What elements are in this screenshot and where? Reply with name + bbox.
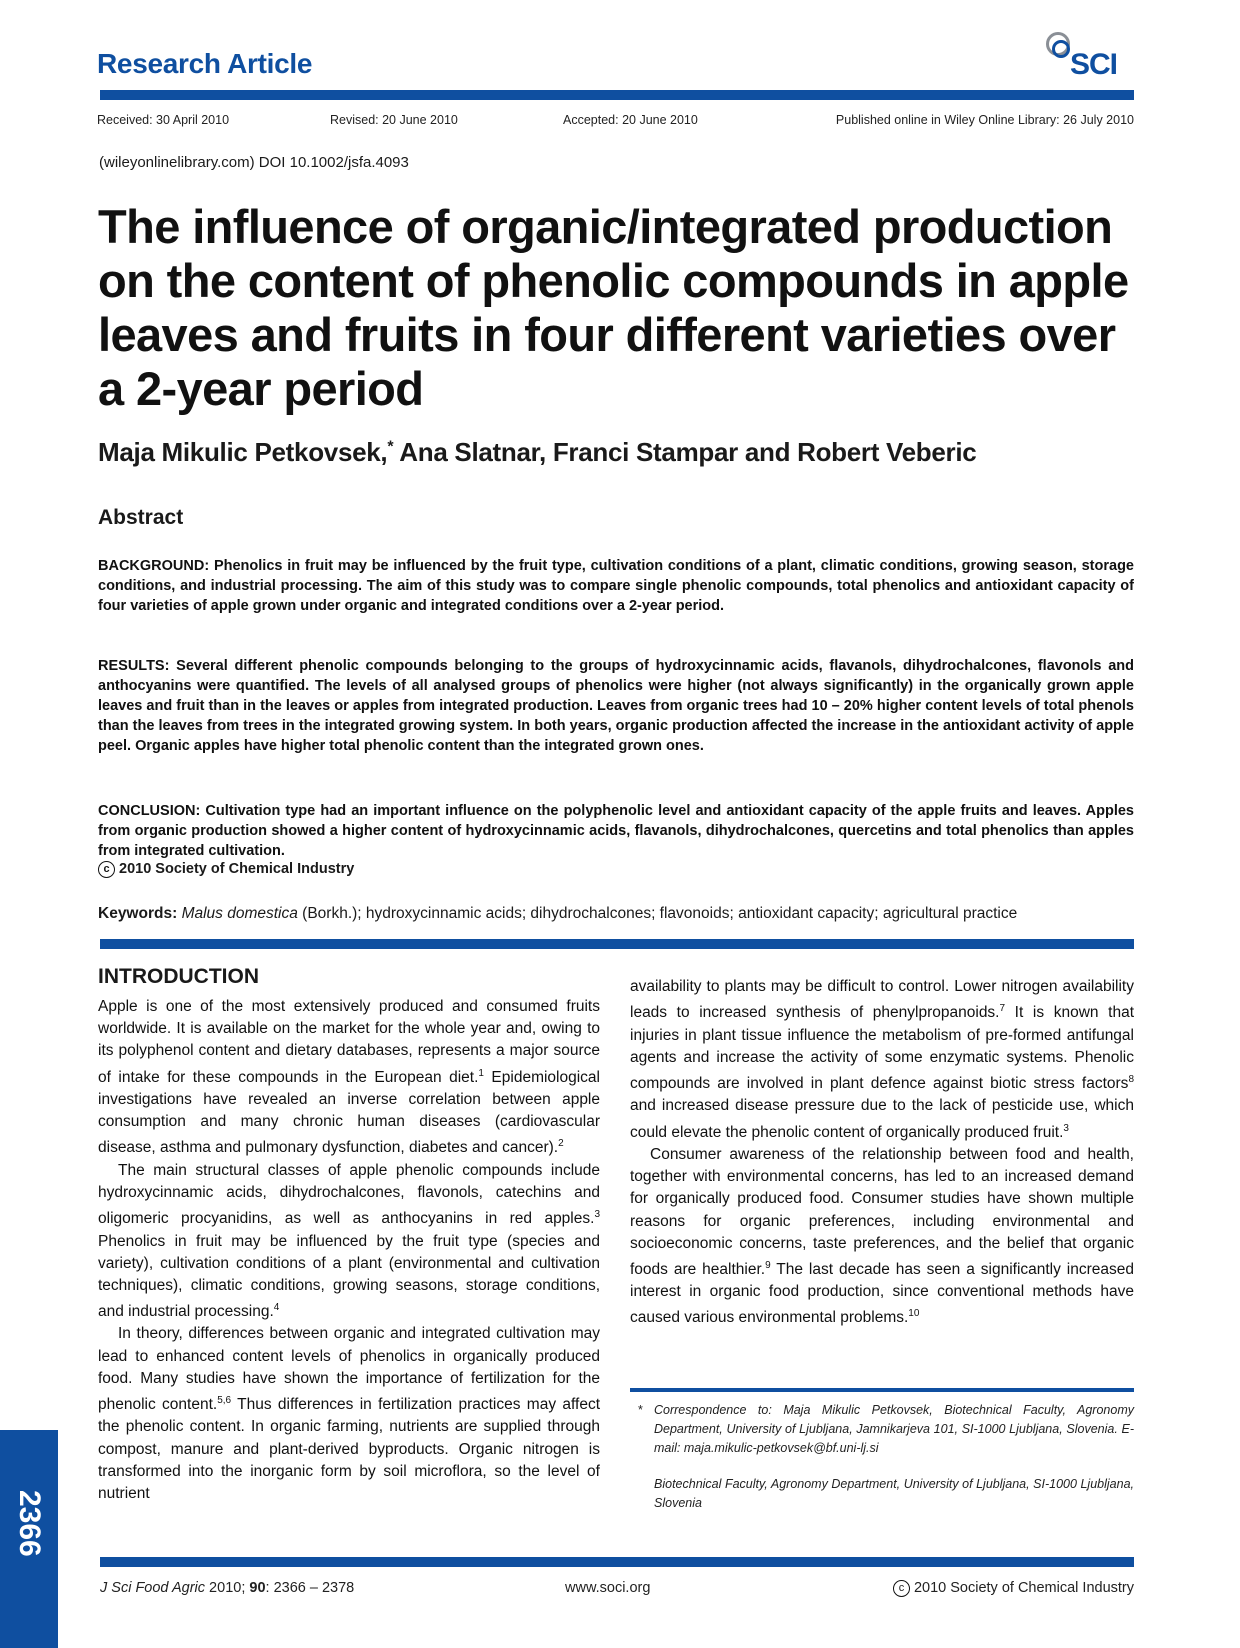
co-authors: Ana Slatnar, Franci Stampar and Robert Veberic	[393, 437, 977, 467]
keyword-species: Malus domestica	[181, 905, 298, 922]
copyright-text: 2010 Society of Chemical Industry	[119, 861, 355, 877]
soci-logo	[1040, 30, 1130, 80]
citation-ref: 7	[999, 1003, 1006, 1015]
citation-ref: 1	[478, 1067, 484, 1079]
page-number-tab	[0, 1430, 58, 1648]
citation-ref: 3	[1063, 1122, 1069, 1134]
received-date: Received: 30 April 2010	[97, 113, 230, 127]
logo-inner-ring-icon	[1052, 40, 1070, 58]
copyright-icon: c	[98, 861, 115, 878]
author-list	[98, 437, 976, 468]
abstract-copyright	[98, 861, 354, 878]
footer-copyright: c 2010 Society of Chemical Industry	[893, 1580, 1134, 1597]
introduction-heading: INTRODUCTION	[98, 965, 259, 988]
accepted-date: Accepted: 20 June 2010	[563, 113, 698, 127]
footer-rule	[100, 1557, 1134, 1567]
journal-citation: J Sci Food Agric 2010; 90: 2366 – 2378	[100, 1580, 355, 1596]
abstract-conclusion: CONCLUSION: Cultivation type had an important influence on the polyphenolic level and antioxidant capacity of the apple fruits and leaves. Apples from organic production showed a higher content of hydroxycinnamic acids, flavanols, dihydrochalcones, quercetins and total phenolics than apples from integrated cultivation.	[98, 803, 1134, 859]
doi-line: (wileyonlinelibrary.com) DOI 10.1002/jsfa.4093	[99, 154, 409, 171]
right-column	[630, 976, 1134, 1330]
header-rule	[100, 90, 1134, 100]
journal-name: J Sci Food Agric	[100, 1580, 206, 1596]
journal-volume: 90	[249, 1580, 266, 1596]
citation-ref: 2	[558, 1138, 564, 1150]
abstract-results: RESULTS: Several different phenolic compounds belonging to the groups of hydroxycinnamic acids, flavanols, dihydrochalcones, flavonols and anthocyanins were quantified. The levels of all analysed groups of phenolics were higher (not always significantly) in the organically grown apple leaves and fruit than in the leaves or apples from integrated production. Leaves from organic trees had 10 – 20% higher content levels of total phenols than the leaves from trees in the integrated growing system. In both years, organic production affected the increase in the antioxidant activity of apple peel. Organic apples have higher total phenolic content than the integrated grown ones.	[98, 658, 1134, 754]
logo-text: SCI	[1070, 48, 1118, 81]
journal-website: www.soci.org	[565, 1580, 651, 1596]
published-date: Published online in Wiley Online Library: 26 July 2010	[835, 113, 1134, 127]
correspondence-note: Correspondence to: Maja Mikulic Petkovsek, Biotechnical Faculty, Agronomy Department, University of Ljubljana, Jamnikarjeva 101, SI-1000 Ljubljana, Slovenia. E-mail: maja.mikulic-petkovsek@bf.uni-lj.si	[654, 1403, 1134, 1455]
intro-paragraph-2: The main structural classes of apple phenolic compounds include hydroxycinnamic acids, dihydrochalcones, flavonols, catechins and oligomeric procyanidins, as well as anthocyanins in red apples.$^3$ Phenolics in fruit may be influenced by the fruit type (species and variety), cultivation conditions of a plant (environmental and cultivation techniques), climatic conditions, growing seasons, storage conditions, and industrial processing.$^4$	[98, 1161, 600, 1321]
intro-paragraph-4: Consumer awareness of the relationship between food and health, together with environmental concerns, has led to an increased demand for organically produced food. Consumer studies have shown multiple reasons for organic preferences, including environmental and socioeconomic concerns, taste preferences, and the belief that organic foods are healthier.$^9$ The last decade has seen a significantly increased interest in organic food production, since conventional methods have caused various environmental problems.$^{10}$	[630, 1145, 1135, 1327]
article-type-label: Research Article	[97, 48, 313, 79]
intro-paragraph-3-continued: availability to plants may be difficult to control. Lower nitrogen availability leads to increased synthesis of phenylpropanoids.$^7$ It is known that injuries in plant tissue influence the metabolism of pre-formed antifungal agents and increase the activity of some enzymatic systems. Phenolic compounds are involved in plant defence against biotic stress factors$^8$ and increased disease pressure due to the lack of pesticide use, which could elevate the phenolic content of organically produced fruit.$^3$	[630, 978, 1134, 1141]
correspondence-marker: *	[387, 438, 394, 456]
affiliation-note: Biotechnical Faculty, Agronomy Department, University of Ljubljana, SI-1000 Ljubljana, Slovenia	[654, 1477, 1134, 1510]
revised-date: Revised: 20 June 2010	[330, 113, 458, 127]
intro-paragraph-1: Apple is one of the most extensively produced and consumed fruits worldwide. It is available on the market for the whole year and, owing to its polyphenol content and dietary databases, represents a major source of intake for these compounds in the European diet.$^1$ Epidemiological investigations have revealed an inverse correlation between apple consumption and many chronic human diseases (cardiovascular disease, asthma and pulmonary dysfunction, diabetes and cancer).$^2$	[98, 998, 600, 1157]
abstract-heading: Abstract	[98, 506, 184, 529]
correspondence-star: *	[638, 1403, 643, 1417]
citation-ref: 10	[908, 1308, 920, 1320]
citation-ref: 3	[594, 1209, 600, 1221]
keywords-label: Keywords:	[98, 905, 178, 922]
citation-ref: 4	[273, 1302, 280, 1314]
page-number: 2366	[13, 1490, 46, 1557]
keywords-line	[98, 905, 1017, 923]
article-title: The influence of organic/integrated production on the content of phenolic compounds in apple leaves and fruits in four different varieties over a 2-year period	[98, 200, 1129, 415]
abstract-background: BACKGROUND: Phenolics in fruit may be influenced by the fruit type, cultivation conditions of a plant, climatic conditions, growing season, storage conditions, and industrial processing. The aim of this study was to compare single phenolic compounds, total phenolics and antioxidant capacity of four varieties of apple grown under organic and integrated conditions over a 2-year period.	[98, 558, 1134, 614]
journal-pages: : 2366 – 2378	[265, 1580, 355, 1596]
correspondence-rule	[630, 1388, 1134, 1392]
abstract-rule	[100, 939, 1134, 949]
intro-paragraph-3: In theory, differences between organic and integrated cultivation may lead to enhanced content levels of phenolics in organically produced food. Many studies have shown the importance of fertilization for the phenolic content.$^{5,6}$ Thus differences in fertilization practices may affect the phenolic content. In organic farming, nutrients are supplied through compost, manure and plant-derived byproducts. Organic nitrogen is transformed into the inorganic form by soil microflora, so the level of nutrient	[98, 1325, 601, 1503]
copyright-icon: c	[893, 1580, 910, 1597]
citation-ref: 5,6	[217, 1395, 232, 1407]
left-column	[98, 996, 600, 1505]
corresponding-author: Maja Mikulic Petkovsek,	[98, 437, 388, 467]
citation-ref: 9	[765, 1259, 771, 1271]
keywords-list: (Borkh.); hydroxycinnamic acids; dihydrochalcones; flavonoids; antioxidant capacity; agricultural practice	[297, 905, 1018, 922]
citation-ref: 8	[1128, 1073, 1134, 1085]
